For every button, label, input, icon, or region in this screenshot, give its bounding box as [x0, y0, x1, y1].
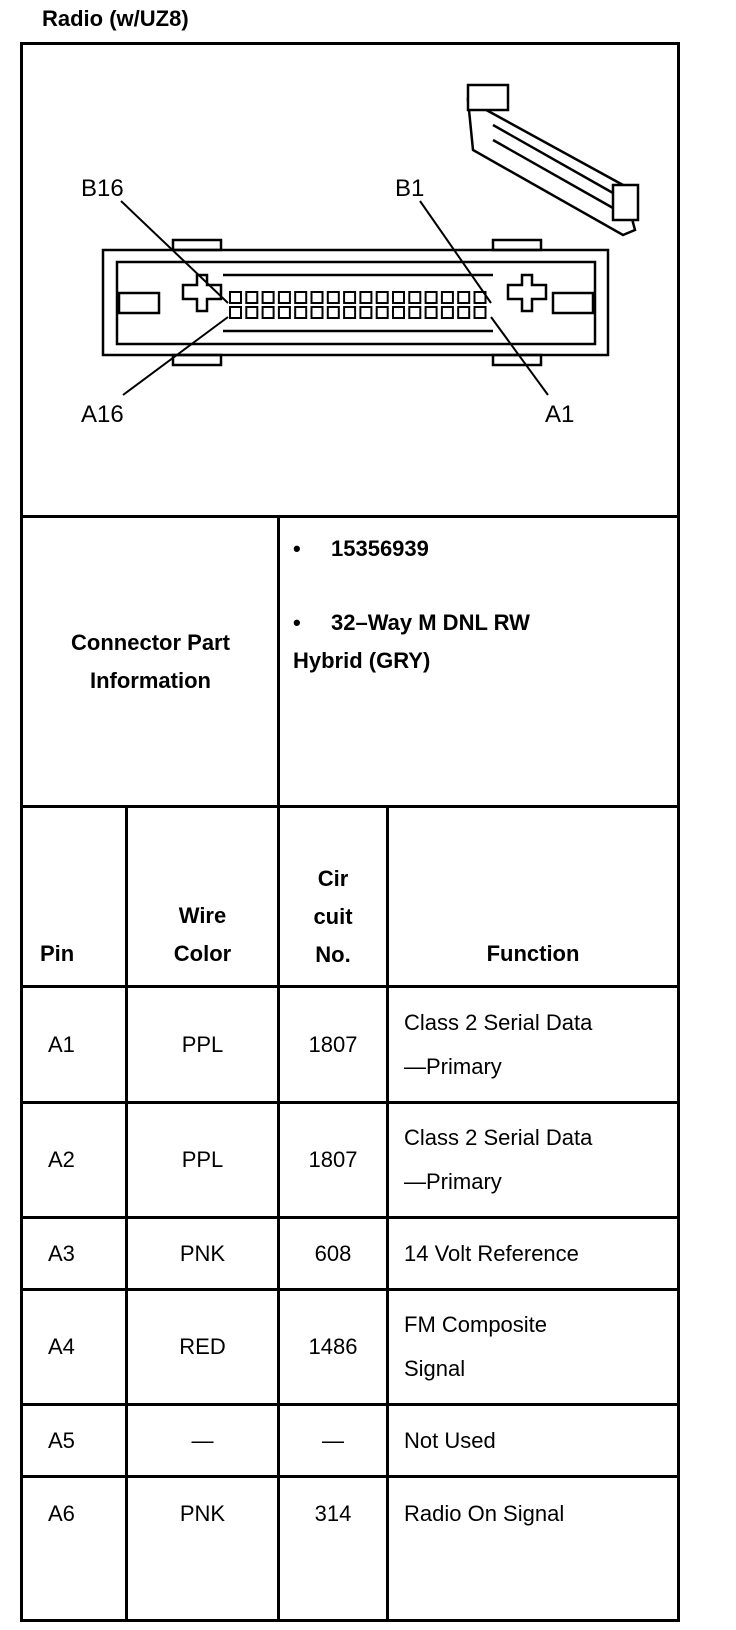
- header-pin: Pin: [40, 941, 75, 966]
- pin-cavity: [328, 292, 339, 303]
- pin-cavity: [312, 307, 323, 318]
- function-cell: Not Used: [404, 1427, 496, 1453]
- pin-cavity: [360, 307, 371, 318]
- pin-cavity: [328, 307, 339, 318]
- divider: [20, 1101, 680, 1104]
- pin-row-a: [230, 307, 486, 318]
- label-a1: A1: [545, 401, 575, 428]
- pin-cavity: [263, 292, 274, 303]
- pin-cavity: [458, 292, 469, 303]
- circuit-cell: 314: [314, 1501, 352, 1526]
- pin-cavity: [344, 307, 355, 318]
- wire-color-cell: PNK: [179, 1240, 226, 1266]
- pin-cavity: [409, 292, 420, 303]
- function-cell: 14 Volt Reference: [404, 1240, 579, 1266]
- pin-cavity: [360, 292, 371, 303]
- divider: [386, 805, 389, 1622]
- connector-part-info-line2: Information: [89, 668, 211, 693]
- circuit-cell: 1486: [308, 1334, 358, 1359]
- function-cell-line2: Signal: [404, 1356, 466, 1381]
- pin-cavity: [295, 307, 306, 318]
- circuit-cell: 1807: [308, 1031, 358, 1057]
- pin-cavity: [393, 307, 404, 318]
- pin-cavity: [442, 307, 453, 318]
- description-row-2: [293, 648, 430, 674]
- description-line1: 32–Way M DNL RW: [331, 610, 530, 635]
- header-wire-color-line1: Wire: [178, 903, 227, 928]
- header-circuit-line1: Cir: [317, 866, 349, 891]
- divider: [20, 1475, 680, 1478]
- wire-color-cell: PPL: [181, 1147, 224, 1172]
- pin-cell: A5: [48, 1427, 75, 1453]
- divider: [20, 1288, 680, 1291]
- pin-cavity: [279, 307, 290, 318]
- function-cell: Radio On Signal: [404, 1501, 565, 1526]
- circuit-cell: 608: [314, 1240, 352, 1266]
- label-b16: B16: [81, 175, 124, 202]
- pin-cell: A3: [48, 1240, 75, 1266]
- description-line2: Hybrid (GRY): [293, 648, 431, 673]
- part-number: 15356939: [331, 536, 429, 561]
- label-a16: A16: [81, 401, 124, 428]
- header-wire-color: [128, 897, 277, 973]
- pin-cell: A6: [48, 1501, 75, 1526]
- pin-row-b: [230, 292, 486, 303]
- header-circuit-line2: cuit: [313, 904, 353, 929]
- label-b1: B1: [395, 175, 425, 202]
- function-cell: FM Composite: [404, 1312, 548, 1337]
- function-cell: Class 2 Serial Data: [404, 1125, 593, 1150]
- pin-cell: A2: [48, 1147, 75, 1172]
- pin-cavity: [344, 292, 355, 303]
- pin-cavity: [442, 292, 453, 303]
- function-cell: Class 2 Serial Data: [404, 1009, 593, 1035]
- wire-color-cell: PNK: [179, 1501, 226, 1526]
- bullet: •: [293, 610, 301, 635]
- connector-part-info-line1: Connector Part: [71, 630, 230, 655]
- description-row: [293, 610, 530, 636]
- pin-cavity: [279, 292, 290, 303]
- header-function: Function: [486, 941, 580, 966]
- circuit-cell: 1807: [308, 1147, 358, 1172]
- pin-cavity: [312, 292, 323, 303]
- pin-cavity: [426, 292, 437, 303]
- pin-cell: A4: [48, 1334, 75, 1359]
- header-wire-color-line2: Color: [173, 941, 232, 966]
- pin-cavity: [230, 307, 241, 318]
- pin-cavity: [393, 292, 404, 303]
- connector-diagram: [23, 45, 677, 515]
- divider: [20, 985, 680, 988]
- pin-cavity: [263, 307, 274, 318]
- pin-cavity: [377, 292, 388, 303]
- pin-cavity: [246, 307, 257, 318]
- wire-color-cell: RED: [179, 1334, 226, 1359]
- pin-cavity: [246, 292, 257, 303]
- divider: [20, 1216, 680, 1219]
- connector-thumbnail: [468, 85, 638, 235]
- pin-cavity: [295, 292, 306, 303]
- wire-color-cell: —: [191, 1427, 214, 1453]
- pin-cavity: [475, 307, 486, 318]
- header-circuit: [280, 860, 386, 974]
- pin-cavity: [409, 307, 420, 318]
- pin-cavity: [230, 292, 241, 303]
- function-cell-line2: —Primary: [404, 1169, 502, 1194]
- page-title: Radio (w/UZ8): [42, 6, 189, 31]
- divider: [20, 1403, 680, 1406]
- part-number-row: [293, 536, 429, 562]
- bullet: •: [293, 536, 301, 561]
- wire-color-cell: PPL: [181, 1031, 224, 1057]
- header-circuit-line3: No.: [315, 942, 351, 967]
- circuit-cell: —: [322, 1427, 344, 1453]
- connector-part-info-label: [23, 518, 278, 806]
- function-cell-line2: —Primary: [404, 1053, 502, 1079]
- pin-cavity: [458, 307, 469, 318]
- pin-cavity: [377, 307, 388, 318]
- pin-cavity: [426, 307, 437, 318]
- pin-cell: A1: [48, 1031, 75, 1057]
